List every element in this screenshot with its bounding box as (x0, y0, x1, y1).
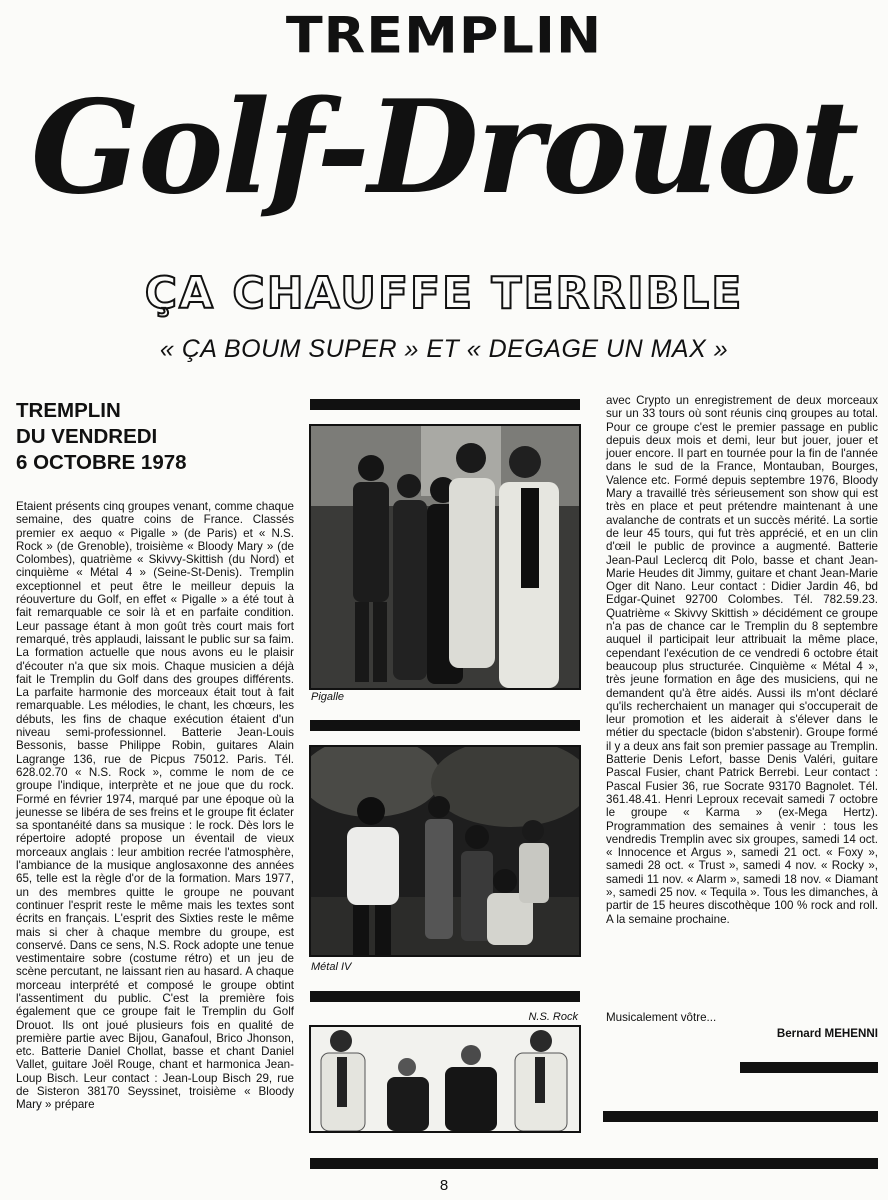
kicker-title: TREMPLIN (285, 6, 603, 65)
section-heading-line: 6 OCTOBRE 1978 (16, 451, 187, 474)
page-number: 8 (439, 1177, 449, 1194)
caption-pigalle: Pigalle (311, 691, 345, 703)
photo-pigalle (309, 424, 581, 690)
section-heading-line: TREMPLIN (16, 399, 121, 422)
article-column-left: Etaient présents cinq groupes venant, comme chaque semaine, des quatre coins de France. Classés premier ex aequo « Pigalle » (de Paris) et « N.S. Rock » (de Grenoble), troisième « Bloody Mary » (de Colombes), quatrième « Skivvy-Skittish (du Nord) et cinquième « Métal 4 » (Seine-St-Denis). Tremplin exceptionnel et peut être le meilleur depuis la réouverture du Golf, en effet « Pigalle » a été tout à fait remarquable ce soir là et en parfaite condition. Leur passage étant à mon goût très court mais fort remarqué, très applaudi, laissant le public sur sa faim. La formation actuelle que nous avons eu le plaisir d'écouter n'a que six mois. Chaque musicien a déjà fait le Tremplin du Golf dans des groupes différents. La parfaite harmonie des morceaux était tout à fait remarquable. Les mélodies, le chant, les chœurs, les débuts, les fins de chaque exécution étaient d'un niveau semi-professionnel. Batterie Jean-Louis Bessonis, basse Philippe Robin, guitares Alain Lagrange 136, rue de Picpus 75012. Paris. Tél. 628.02.70 « N.S. Rock », comme le nom de ce groupe l'indique, interprète et ne joue que du rock. Formé en février 1974, marqué par une époque où la jeunesse se libéra de ses freins et le groupe fit éclater sa spontanéité dans sa musique : le rock. Dès lors le répertoire adopté propose un éventail de vieux morceaux anglais : leur ambition recrée l'atmosphère, l'ambiance de la musique anglosaxonne des années 65, telle est la règle d'or de la formation. Mars 1977, un des membres quitte le groupe ne pouvant continuer l'esprit reste le même mais les textes sont écrits en français. L'esprit des Sixties reste le même mais si cher à chaque membre du groupe, est conservé. Dans ce sens, N.S. Rock adopte une tenue vestimentaire sobre (costume rétro) et un jeu de scène percutant, ne laissant rien au hasard. A chaque morceau interprété et composé le groupe obtint l'assentiment du public. C'est la première fois également que ce groupe fait le Tremplin du Golf Drouot. Ils ont joué plusieurs fois en qualité de première partie avec Bijou, Ganafoul, Brico Jhonson, etc. Batterie Daniel Chollat, basse et chant Daniel Vallet, guitare Joël Rouge, chant et harmonica Jean-Loup Bisch. Leur contact : Jean-Loup Bisch 29, rue de Sisteron 38170 Seyssinet, troisième « Bloody Mary » prépare (16, 500, 294, 1112)
divider-bar (310, 1158, 878, 1169)
divider-bar (310, 720, 580, 731)
divider-bar (310, 991, 580, 1002)
photo-pigalle-image (311, 426, 579, 688)
subtitle: ÇA CHAUFFE TERRIBLE (144, 268, 744, 319)
photo-ns-rock-image (311, 1027, 579, 1131)
photo-ns-rock (309, 1025, 581, 1133)
caption-metal-iv: Métal IV (311, 961, 352, 973)
divider-bar (740, 1062, 878, 1073)
section-heading (16, 398, 276, 476)
tagline: « ÇA BOUM SUPER » ET « DEGAGE UN MAX » (159, 335, 729, 363)
photo-metal-iv (309, 745, 581, 957)
author-byline: Bernard MEHENNI (776, 1027, 878, 1040)
signoff: Musicalement vôtre... (606, 1011, 717, 1024)
article-column-right: avec Crypto un enregistrement de deux morceaux sur un 33 tours où sont réunis cinq groupes au total. Pour ce groupe c'est le premier passage en public depuis deux mois et demi, leur but jouer, jouer et jouer encore. Il part en tournée pour la fin de l'année dans le sud de la France, Montauban, Bourges, Valence etc. Formé depuis septembre 1976, Bloody Mary a travaillé très sérieusement son show qui est très en place et peut prétendre maintenant à une avalanche de contrats et un succès mérité. La sortie de leur 45 tours, qui fut très apprécié, et en un clin d'œil le public de province a augmenté. Batterie Jean-Paul Leclercq dit Polo, basse et chant Jean-Marie Heudes dit Jimmy, guitare et chant Jean-Marie Oger dit Nano. Leur contact : Didier Jardin 46, bd Edgar-Quinet 92700 Colombes. Tél. 782.59.23. Quatrième « Skivvy Skittish » décidément ce groupe n'a pas de chance car le Tremplin du 8 septembre auquel il participait leur attribuait la même place, cependant l'exécution de ce vendredi 6 octobre était beaucoup plus structurée. Cinquième « Métal 4 », très jeune formation en âge des musiciens, qui ne demandent qu'à être aidés. Aussi ils m'ont déclaré qu'ils recherchaient un manager qui s'occuperait de leur promotion et les aiderait à s'élever dans le métier du spectacle (bidon s'abstenir). Groupe formé il y a deux ans fait son premier passage au Tremplin. Batterie Denis Lefort, basse Denis Valéri, guitare Pascal Fusier, chant Patrick Berrebi. Leur contact : Pascal Fusier 36, rue Socrate 93170 Bagnolet. Tél. 361.48.41. Henri Leproux recevait samedi 7 octobre le groupe « Karma » (ex-Mega Hertz). Programmation des semaines à venir : tous les vendredis Tremplin avec six groupes, samedi 14 oct. « Innocence et Argus », samedi 21 oct. « Foxy », samedi 28 oct. « Trust », samedi 4 nov. « Rocky », samedi 11 nov. « Alarm », samedi 18 nov. « Diamant », samedi 25 nov. « Tequila ». Tous les dimanches, à partir de 15 heures discothèque 100 % rock and roll. A la semaine prochaine. (606, 394, 878, 926)
caption-ns-rock: N.S. Rock (528, 1011, 578, 1023)
photo-metal-iv-image (311, 747, 579, 955)
divider-bar (603, 1111, 878, 1122)
section-heading-line: DU VENDREDI (16, 425, 158, 448)
main-title: Golf-Drouot (30, 73, 858, 223)
divider-bar (310, 399, 580, 410)
